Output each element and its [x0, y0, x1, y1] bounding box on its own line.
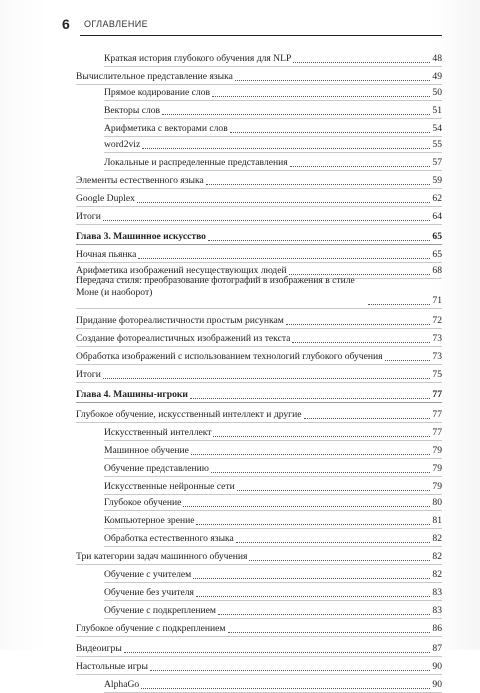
- toc-entry-title: AlphaGo: [104, 679, 140, 690]
- toc-entry-title: Векторы слов: [104, 105, 161, 116]
- toc-entry: [104, 149, 442, 169]
- toc-entry-title: Искусственный интеллект: [104, 427, 212, 438]
- toc-entry-title: Краткая история глубокого обучения для NLP: [104, 53, 292, 64]
- toc-entry: [76, 615, 442, 635]
- toc-page-number: 72: [432, 315, 442, 326]
- toc-entry-title: Обучение с учителем: [104, 569, 192, 580]
- toc-page-number: 90: [432, 679, 442, 690]
- page-number: 6: [62, 16, 70, 32]
- toc-entry: [76, 653, 442, 673]
- toc-entry-title: Глава 3. Машинное искусство: [76, 231, 206, 242]
- toc-entry: [104, 45, 442, 65]
- toc-entry: [104, 455, 442, 475]
- toc-page-number: 82: [432, 533, 442, 544]
- toc-page-number: 90: [432, 661, 442, 672]
- toc-entry: [104, 507, 442, 527]
- toc-entry-title: Создание фотореалистичных изображений из текста: [76, 333, 291, 344]
- toc-page-number: 65: [432, 249, 442, 260]
- toc-entry-title: Компьютерное зрение: [104, 515, 195, 526]
- toc-entry: [104, 131, 442, 151]
- toc-entry: [76, 203, 442, 223]
- toc-page-number: 82: [432, 551, 442, 562]
- toc-entry-title: Элементы естественного языка: [76, 175, 204, 186]
- toc-page-number: 71: [432, 295, 442, 306]
- header-rule: [80, 35, 442, 36]
- toc-chapter: [76, 381, 442, 401]
- toc-page-number: 68: [432, 265, 442, 276]
- toc-entry-title: Арифметика с векторами слов: [104, 123, 228, 134]
- toc-entry-title: Google Duplex: [76, 193, 135, 204]
- dot-leader: [103, 378, 431, 379]
- toc-entry: [104, 579, 442, 599]
- toc-page-number: 87: [432, 643, 442, 654]
- toc-chapter: [76, 223, 442, 243]
- toc-entry-title: Искусственные нейронные сети: [104, 481, 235, 492]
- toc-entry: [76, 325, 442, 345]
- dot-leader: [141, 688, 430, 689]
- toc-entry-title: Глубокое обучение с подкреплением: [76, 623, 226, 634]
- toc-entry-title: Локальные и распределенные представления: [104, 157, 288, 168]
- toc-page-number: 57: [432, 157, 442, 168]
- toc-entry: [76, 635, 442, 655]
- toc-entry-title: Итоги: [76, 369, 101, 380]
- toc-page-number: 79: [432, 463, 442, 474]
- page-header: [62, 16, 442, 36]
- toc-entry-title: Глубокое обучение, искусственный интеллект и другие: [76, 409, 302, 420]
- dot-leader: [368, 304, 430, 305]
- toc-page-number: 73: [432, 351, 442, 362]
- toc-entry-title: Итоги: [76, 211, 101, 222]
- toc-entry-title: Три категории задач машинного обучения: [76, 551, 248, 562]
- toc-entry: [104, 561, 442, 581]
- toc-entry-title: Видеоигры: [76, 643, 122, 654]
- toc-page-number: 62: [432, 193, 442, 204]
- toc-page-number: 79: [432, 481, 442, 492]
- toc-page-number: 59: [432, 175, 442, 186]
- toc-entry-title: word2viz: [104, 139, 141, 150]
- toc-entry: [76, 275, 442, 307]
- toc-entry-title: Обработка естественного языка: [104, 533, 234, 544]
- toc-entry: [76, 185, 442, 205]
- toc-page-number: 86: [432, 623, 442, 634]
- toc-page-number: 65: [432, 231, 442, 242]
- toc-entry: [104, 525, 442, 545]
- toc-page-number: 81: [432, 515, 442, 526]
- toc-entry-title: Передача стиля: преобразование фотографий в изображения в стиле Моне (и наоборот): [76, 275, 355, 298]
- toc-page-number: 77: [432, 427, 442, 438]
- toc-page-number: 54: [432, 123, 442, 134]
- toc-entry: [104, 489, 442, 509]
- toc-page-number: 55: [432, 139, 442, 150]
- toc-entry: [76, 361, 442, 381]
- toc-entry: [104, 419, 442, 439]
- toc-page-number: 49: [432, 71, 442, 82]
- toc-page-number: 48: [432, 53, 442, 64]
- toc-page-number: 77: [432, 409, 442, 420]
- toc-page-number: 79: [432, 445, 442, 456]
- toc-entry: [76, 543, 442, 563]
- running-title: ОГЛАВЛЕНИЕ: [84, 19, 149, 29]
- toc-entry-title: Арифметика изображений несуществующих людей: [76, 265, 287, 276]
- toc-entry-title: Обучение представлению: [104, 463, 209, 474]
- toc-page-number: 83: [432, 605, 442, 616]
- toc-entry: [104, 597, 442, 617]
- toc-page-number: 77: [432, 389, 442, 400]
- toc-entry: [76, 167, 442, 187]
- toc-entry-title: Вычислительное представление языка: [76, 71, 233, 82]
- toc-page-number: 50: [432, 87, 442, 98]
- toc-entry: [104, 97, 442, 117]
- toc-page-number: 64: [432, 211, 442, 222]
- toc-page-number: 73: [432, 333, 442, 344]
- toc-entry-title: Обработка изображений с использованием технологий глубокого обучения: [76, 351, 383, 362]
- toc-entry-title: Придание фотореалистичности простым рисункам: [76, 315, 284, 326]
- toc-entry: [76, 307, 442, 327]
- toc-page-number: 51: [432, 105, 442, 116]
- toc-entry: [76, 401, 442, 421]
- toc-entry: [76, 343, 442, 363]
- toc-page-number: 83: [432, 587, 442, 598]
- toc-page-number: 82: [432, 569, 442, 580]
- toc-entry: [76, 257, 442, 277]
- toc-entry-title: Машинное обучение: [104, 445, 189, 456]
- toc-entry: [104, 79, 442, 99]
- toc-entry-title: Обучение без учителя: [104, 587, 194, 598]
- toc-entry-title: Обучение с подкреплением: [104, 605, 216, 616]
- toc-entry: [104, 437, 442, 457]
- toc-page-number: 75: [432, 369, 442, 380]
- dot-leader: [103, 220, 431, 221]
- toc-entry-title: Настольные игры: [76, 661, 148, 672]
- dot-leader: [190, 398, 430, 399]
- toc-entry-title: Глава 4. Машины-игроки: [76, 389, 188, 400]
- toc-page-number: 80: [432, 497, 442, 508]
- toc-entry-title: Глубокое обучение: [104, 497, 182, 508]
- toc-entry-title: Прямое кодирование слов: [104, 87, 211, 98]
- toc-entry: [104, 671, 442, 691]
- dot-leader: [228, 632, 431, 633]
- toc-entry-title: Ночная пьянка: [76, 249, 137, 260]
